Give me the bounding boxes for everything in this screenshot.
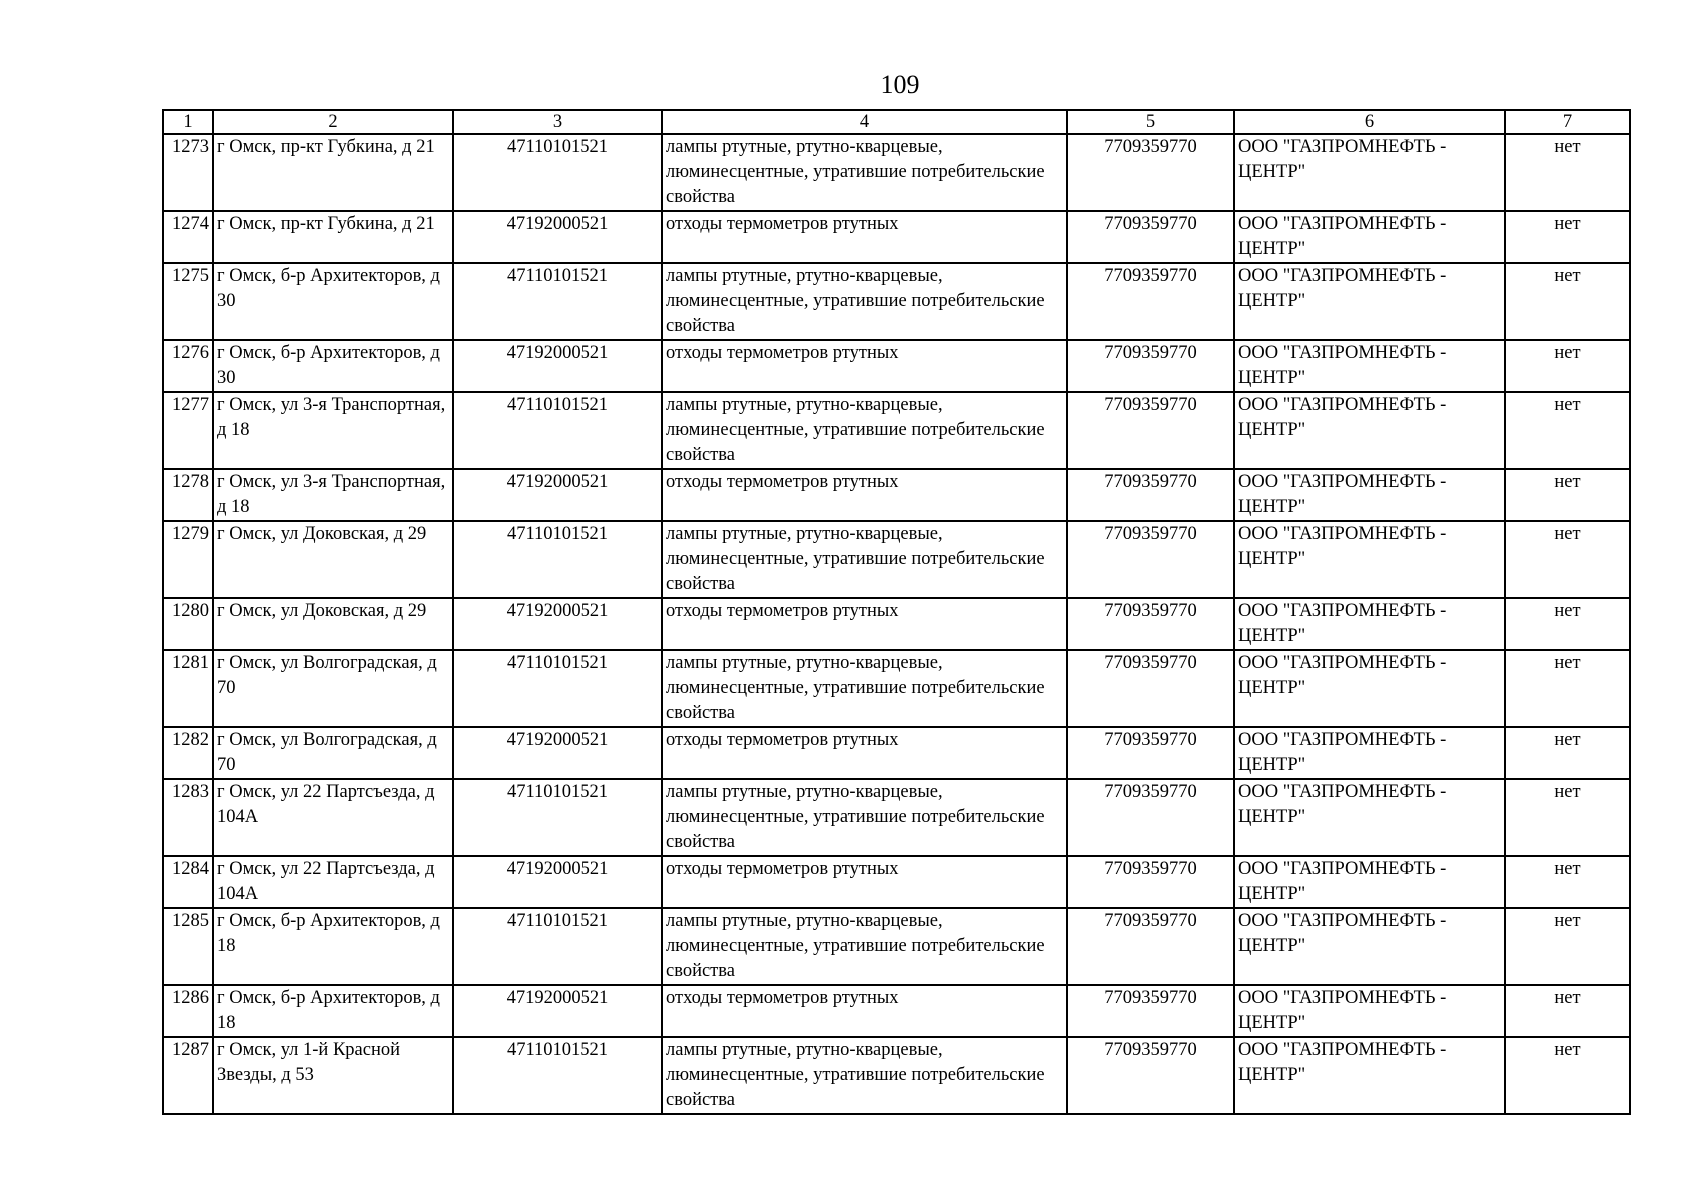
row-number: 1282 xyxy=(163,727,213,779)
inn-cell: 7709359770 xyxy=(1067,392,1234,469)
flag-cell: нет xyxy=(1505,908,1630,985)
organization-cell: ООО "ГАЗПРОМНЕФТЬ - ЦЕНТР" xyxy=(1234,392,1505,469)
flag-cell: нет xyxy=(1505,650,1630,727)
inn-cell: 7709359770 xyxy=(1067,211,1234,263)
waste-name-cell: отходы термометров ртутных xyxy=(662,211,1067,263)
address-cell: г Омск, б-р Архитекторов, д 30 xyxy=(213,263,453,340)
address-cell: г Омск, ул Доковская, д 29 xyxy=(213,521,453,598)
inn-cell: 7709359770 xyxy=(1067,779,1234,856)
address-cell: г Омск, б-р Архитекторов, д 18 xyxy=(213,908,453,985)
inn-cell: 7709359770 xyxy=(1067,650,1234,727)
waste-code-cell: 47192000521 xyxy=(453,469,662,521)
address-cell: г Омск, ул 3-я Транспортная, д 18 xyxy=(213,392,453,469)
inn-cell: 7709359770 xyxy=(1067,856,1234,908)
organization-cell: ООО "ГАЗПРОМНЕФТЬ - ЦЕНТР" xyxy=(1234,263,1505,340)
inn-cell: 7709359770 xyxy=(1067,469,1234,521)
address-cell: г Омск, ул 3-я Транспортная, д 18 xyxy=(213,469,453,521)
row-number: 1287 xyxy=(163,1037,213,1114)
inn-cell: 7709359770 xyxy=(1067,598,1234,650)
table-row xyxy=(163,263,1630,340)
waste-code-cell: 47192000521 xyxy=(453,985,662,1037)
table-row xyxy=(163,908,1630,985)
row-number: 1275 xyxy=(163,263,213,340)
waste-name-cell: отходы термометров ртутных xyxy=(662,598,1067,650)
flag-cell: нет xyxy=(1505,856,1630,908)
waste-code-cell: 47192000521 xyxy=(453,727,662,779)
organization-cell: ООО "ГАЗПРОМНЕФТЬ - ЦЕНТР" xyxy=(1234,469,1505,521)
column-header: 4 xyxy=(662,110,1067,134)
table-row xyxy=(163,856,1630,908)
flag-cell: нет xyxy=(1505,263,1630,340)
column-header: 3 xyxy=(453,110,662,134)
address-cell: г Омск, ул 1-й Красной Звезды, д 53 xyxy=(213,1037,453,1114)
inn-cell: 7709359770 xyxy=(1067,134,1234,211)
column-header: 6 xyxy=(1234,110,1505,134)
organization-cell: ООО "ГАЗПРОМНЕФТЬ - ЦЕНТР" xyxy=(1234,1037,1505,1114)
flag-cell: нет xyxy=(1505,392,1630,469)
waste-name-cell: отходы термометров ртутных xyxy=(662,340,1067,392)
row-number: 1283 xyxy=(163,779,213,856)
waste-code-cell: 47110101521 xyxy=(453,392,662,469)
organization-cell: ООО "ГАЗПРОМНЕФТЬ - ЦЕНТР" xyxy=(1234,650,1505,727)
flag-cell: нет xyxy=(1505,1037,1630,1114)
table-row xyxy=(163,469,1630,521)
waste-name-cell: лампы ртутные, ртутно-кварцевые, люминесцентные, утратившие потребительские свойства xyxy=(662,650,1067,727)
waste-name-cell: лампы ртутные, ртутно-кварцевые, люминесцентные, утратившие потребительские свойства xyxy=(662,521,1067,598)
inn-cell: 7709359770 xyxy=(1067,340,1234,392)
waste-name-cell: отходы термометров ртутных xyxy=(662,727,1067,779)
inn-cell: 7709359770 xyxy=(1067,908,1234,985)
waste-code-cell: 47192000521 xyxy=(453,598,662,650)
organization-cell: ООО "ГАЗПРОМНЕФТЬ - ЦЕНТР" xyxy=(1234,856,1505,908)
table-row xyxy=(163,650,1630,727)
waste-code-cell: 47110101521 xyxy=(453,263,662,340)
waste-code-cell: 47110101521 xyxy=(453,521,662,598)
row-number: 1274 xyxy=(163,211,213,263)
waste-name-cell: отходы термометров ртутных xyxy=(662,985,1067,1037)
row-number: 1273 xyxy=(163,134,213,211)
table-row xyxy=(163,985,1630,1037)
flag-cell: нет xyxy=(1505,211,1630,263)
address-cell: г Омск, б-р Архитекторов, д 30 xyxy=(213,340,453,392)
organization-cell: ООО "ГАЗПРОМНЕФТЬ - ЦЕНТР" xyxy=(1234,727,1505,779)
header-row xyxy=(163,110,1630,134)
table-row xyxy=(163,392,1630,469)
waste-code-cell: 47110101521 xyxy=(453,779,662,856)
row-number: 1284 xyxy=(163,856,213,908)
table-row xyxy=(163,521,1630,598)
waste-name-cell: отходы термометров ртутных xyxy=(662,856,1067,908)
address-cell: г Омск, ул Волгоградская, д 70 xyxy=(213,727,453,779)
waste-name-cell: лампы ртутные, ртутно-кварцевые, люминесцентные, утратившие потребительские свойства xyxy=(662,263,1067,340)
inn-cell: 7709359770 xyxy=(1067,521,1234,598)
waste-name-cell: лампы ртутные, ртутно-кварцевые, люминесцентные, утратившие потребительские свойства xyxy=(662,134,1067,211)
address-cell: г Омск, ул 22 Партсъезда, д 104А xyxy=(213,856,453,908)
flag-cell: нет xyxy=(1505,134,1630,211)
waste-name-cell: лампы ртутные, ртутно-кварцевые, люминесцентные, утратившие потребительские свойства xyxy=(662,1037,1067,1114)
row-number: 1277 xyxy=(163,392,213,469)
waste-code-cell: 47110101521 xyxy=(453,650,662,727)
address-cell: г Омск, ул Волгоградская, д 70 xyxy=(213,650,453,727)
row-number: 1280 xyxy=(163,598,213,650)
inn-cell: 7709359770 xyxy=(1067,985,1234,1037)
row-number: 1278 xyxy=(163,469,213,521)
table-row xyxy=(163,134,1630,211)
column-header: 7 xyxy=(1505,110,1630,134)
flag-cell: нет xyxy=(1505,469,1630,521)
waste-code-cell: 47192000521 xyxy=(453,856,662,908)
table-row xyxy=(163,1037,1630,1114)
table-row xyxy=(163,211,1630,263)
table-row xyxy=(163,727,1630,779)
flag-cell: нет xyxy=(1505,340,1630,392)
inn-cell: 7709359770 xyxy=(1067,263,1234,340)
flag-cell: нет xyxy=(1505,985,1630,1037)
row-number: 1281 xyxy=(163,650,213,727)
waste-code-cell: 47110101521 xyxy=(453,134,662,211)
table-row xyxy=(163,598,1630,650)
address-cell: г Омск, ул 22 Партсъезда, д 104А xyxy=(213,779,453,856)
flag-cell: нет xyxy=(1505,598,1630,650)
row-number: 1285 xyxy=(163,908,213,985)
waste-registry-table xyxy=(162,109,1631,1115)
address-cell: г Омск, ул Доковская, д 29 xyxy=(213,598,453,650)
flag-cell: нет xyxy=(1505,521,1630,598)
waste-code-cell: 47192000521 xyxy=(453,211,662,263)
row-number: 1286 xyxy=(163,985,213,1037)
organization-cell: ООО "ГАЗПРОМНЕФТЬ - ЦЕНТР" xyxy=(1234,134,1505,211)
address-cell: г Омск, пр-кт Губкина, д 21 xyxy=(213,134,453,211)
organization-cell: ООО "ГАЗПРОМНЕФТЬ - ЦЕНТР" xyxy=(1234,598,1505,650)
address-cell: г Омск, пр-кт Губкина, д 21 xyxy=(213,211,453,263)
waste-name-cell: отходы термометров ртутных xyxy=(662,469,1067,521)
organization-cell: ООО "ГАЗПРОМНЕФТЬ - ЦЕНТР" xyxy=(1234,779,1505,856)
flag-cell: нет xyxy=(1505,779,1630,856)
waste-code-cell: 47110101521 xyxy=(453,908,662,985)
address-cell: г Омск, б-р Архитекторов, д 18 xyxy=(213,985,453,1037)
column-header: 1 xyxy=(163,110,213,134)
organization-cell: ООО "ГАЗПРОМНЕФТЬ - ЦЕНТР" xyxy=(1234,908,1505,985)
organization-cell: ООО "ГАЗПРОМНЕФТЬ - ЦЕНТР" xyxy=(1234,985,1505,1037)
waste-name-cell: лампы ртутные, ртутно-кварцевые, люминесцентные, утратившие потребительские свойства xyxy=(662,392,1067,469)
table-row xyxy=(163,340,1630,392)
inn-cell: 7709359770 xyxy=(1067,727,1234,779)
waste-name-cell: лампы ртутные, ртутно-кварцевые, люминесцентные, утратившие потребительские свойства xyxy=(662,908,1067,985)
organization-cell: ООО "ГАЗПРОМНЕФТЬ - ЦЕНТР" xyxy=(1234,521,1505,598)
organization-cell: ООО "ГАЗПРОМНЕФТЬ - ЦЕНТР" xyxy=(1234,340,1505,392)
page-number: 109 xyxy=(880,70,920,99)
column-header: 5 xyxy=(1067,110,1234,134)
waste-code-cell: 47110101521 xyxy=(453,1037,662,1114)
waste-code-cell: 47192000521 xyxy=(453,340,662,392)
flag-cell: нет xyxy=(1505,727,1630,779)
row-number: 1276 xyxy=(163,340,213,392)
organization-cell: ООО "ГАЗПРОМНЕФТЬ - ЦЕНТР" xyxy=(1234,211,1505,263)
waste-name-cell: лампы ртутные, ртутно-кварцевые, люминесцентные, утратившие потребительские свойства xyxy=(662,779,1067,856)
inn-cell: 7709359770 xyxy=(1067,1037,1234,1114)
column-header: 2 xyxy=(213,110,453,134)
row-number: 1279 xyxy=(163,521,213,598)
table-row xyxy=(163,779,1630,856)
